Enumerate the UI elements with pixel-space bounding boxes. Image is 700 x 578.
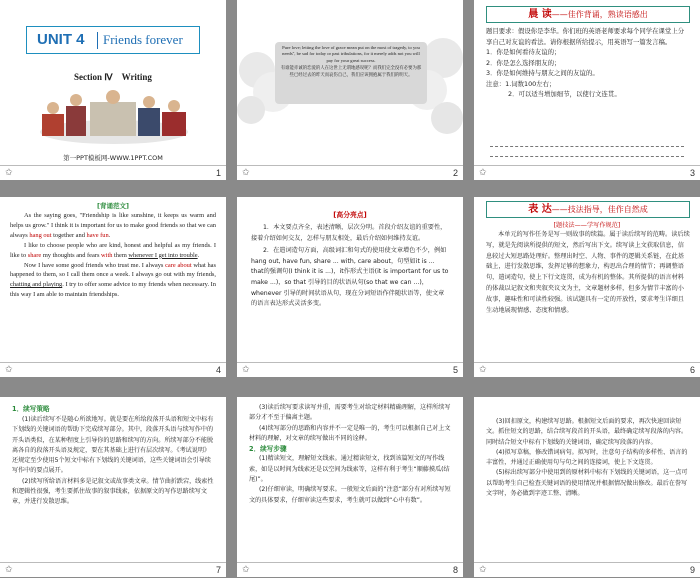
header-caption: 表 达 bbox=[528, 204, 552, 215]
strategy-text: (4)续写部分的思路和内容并不一定是唯一的，考生可以根据自己对上文材料的理解，对文章的续写做出不同的诠释。 bbox=[249, 424, 451, 442]
star-icon: ✩ bbox=[5, 365, 13, 375]
task-item: 3．你是如何维持与朋友之间的友谊的。 bbox=[486, 69, 599, 77]
section-header bbox=[486, 201, 690, 218]
header-subcaption: ——佳作背诵，熟读语感出 bbox=[551, 10, 648, 19]
writing-line bbox=[490, 156, 684, 157]
section-label: Section Ⅳ Writing bbox=[74, 72, 152, 82]
task-text: 题目要求：假设你是李华。你们班的英语老师要求每个同学在课堂上分享自己对友谊的看法。请你根据所给提示，用英语写一篇发言稿。 bbox=[486, 27, 685, 46]
unit-title: Friends forever bbox=[103, 32, 183, 47]
writing-line bbox=[490, 146, 684, 147]
strategy-text: (3)读后续写要求读写并重，需要考生对给定材料精确理解，这样所续写部分才不至于偏离主题。 bbox=[249, 404, 451, 422]
section-heading: 2．续写步骤 bbox=[249, 445, 287, 454]
strategy-text: (2)续写所给语言材料多是记叙文或故事类文章。情节曲折跌宕，线索性和逻辑性很强，考生要抓住故事的叙事线索，依据原文的写作思路续写文章，并进行发散思维。 bbox=[12, 477, 214, 506]
section-heading: 1．续写策略 bbox=[12, 405, 50, 413]
star-icon: ✩ bbox=[242, 565, 250, 575]
step-text: (1)精读短文，理解短文线索。通过精读短文，找到该篇短文的写作线索，如是以时间为线索还是以空间为线索等，这样有利于考生“顺藤摸瓜(结尾)”。 bbox=[249, 455, 450, 484]
quote-box bbox=[275, 42, 427, 104]
step-text: (4)拟写草稿，修改错词病句。拟写时，注意句子结构的多样性、语言的丰富性，并通过正确使用句与句之间的连接词，使上下文连贯。 bbox=[486, 448, 688, 467]
method-text: 本单元的写作任务是写一则故事的续篇。属于读后续写的范畴。读后续写，就是先阅读所提供的短文，然后写出下文。续写读上文获取信息，信息较过大短思路处理好。整理出时空、人物、事件的逻辑关系链，在此基础上，进行发散思维，发挥足够的想象力，构思出合理的情节；再调整语句，遣词造句，使上下行文连贯，成为有机的整体。其所提供的语言材料的体裁以记叙文和夹叙夹议文为主，文章题材多样，但多为情节丰富的小故事，趣味性和可读性较强。该试题具有一定的开放性，要求考生详细且生动地展现情感、态度和情感。 bbox=[486, 231, 690, 314]
section-heading: [高分亮点] bbox=[333, 211, 367, 219]
highlight-point: 2．在遣词造句方面，高级词汇和句式的使用使文章增色不少，例如hang out, have fun, share ... with, care about，句型如it is ... that的强调句(I think it is ...)，it作形式主语(it is important for us to make ...)，so that 引导的目的状语从句(so that we can ...)，whenever 引导的时间状语从句，现在分词短语作伴随状语等，使文章的语言表达形式灵活多变。 bbox=[251, 247, 449, 308]
strategy-text: (1)读后续写不是随心所欲地写。就是要在所给段落开头语和短文中标有下划线的关键词语的帮助下完成续写部分。其中，段落开头语与续写作中的开头语类似，在某种程度上引导你的思路和续写的方向。所续写部分不能脱离各自的段落开头语及规定，要在其基础上进行有层次续写。《考试说明》还规定至少使用5个短文中标有下划线的关键词语，这些关键词语会引导续写作中的要点展开。 bbox=[12, 416, 214, 475]
star-icon: ✩ bbox=[479, 365, 487, 375]
title-banner bbox=[26, 26, 200, 54]
header-caption: 晨 读 bbox=[528, 9, 552, 20]
quote-english: Pure love; letting the love of grace mean put on the most of tragedy, to you needs'', be sad for today or past tribulations, for it merely adds not you will pay for your great success. bbox=[282, 45, 420, 63]
highlight-point: 1．本文要点齐全，表述清晰，层次分明。首段介绍友谊的重要性，接着介绍如何交友，怎样与朋友相处，最后介绍如何维持友谊。 bbox=[251, 224, 447, 242]
slide-number: 8 bbox=[452, 565, 458, 575]
slide-thumbnail-4[interactable] bbox=[0, 197, 226, 377]
slide-number: 7 bbox=[215, 565, 221, 575]
slide-number: 6 bbox=[689, 365, 695, 375]
task-item: 2．你是怎么选择朋友的； bbox=[486, 58, 561, 67]
title-divider bbox=[97, 32, 98, 49]
slide-thumbnail-7[interactable] bbox=[0, 397, 226, 577]
slide-number: 1 bbox=[215, 168, 221, 178]
star-icon: ✩ bbox=[479, 565, 487, 575]
unit-label: UNIT 4 bbox=[37, 31, 85, 48]
slide-thumbnail-5[interactable] bbox=[237, 197, 463, 377]
step-text: (2)仔细审读，明确续写要求。一般短文后面的“注意”部分有对所续写短文的具体要求，仔细审读这些要求，考生就可以做到“心中有数”。 bbox=[249, 486, 451, 504]
star-icon: ✩ bbox=[242, 365, 250, 375]
task-note: 注意：1.词数100左右； bbox=[486, 79, 556, 88]
slide-number: 4 bbox=[215, 365, 221, 375]
step-text: (5)标出续写部分中使用到的原材料中标有下划线的关键词语，这一点可以帮助考生自己检查关键词语的使用情况并根据情况做出修改。最后在誊写文字时，务必做到字迹工整、清晰。 bbox=[486, 469, 688, 498]
slide-thumbnail-9[interactable] bbox=[474, 397, 700, 577]
star-icon: ✩ bbox=[242, 168, 250, 178]
friends-photo bbox=[38, 88, 190, 146]
slide-number: 2 bbox=[452, 168, 458, 178]
star-icon: ✩ bbox=[479, 168, 487, 178]
slide-thumbnail-6[interactable] bbox=[474, 197, 700, 377]
slide-thumbnail-2[interactable] bbox=[237, 0, 463, 180]
section-heading: [背诵范文] bbox=[97, 202, 129, 210]
task-item: 1．你是如何看待友谊的； bbox=[486, 48, 561, 56]
slide-number: 9 bbox=[689, 565, 695, 575]
site-label: 第一PPT模板网-WWW.1PPT.COM bbox=[63, 154, 163, 162]
task-note: 2．可以适当增加细节，以使行文连贯。 bbox=[508, 90, 621, 98]
slide-thumbnail-8[interactable] bbox=[237, 397, 463, 577]
quote-chinese: 有谁能赤诚的恋爱的人在这世上无谓地感叹呢？而我们完全没有必要为那些已经过去的昨天而哀伤自己，我们应该拥抱属于我们的明天。 bbox=[280, 66, 422, 78]
header-subcaption: ——技法指导，佳作自然成 bbox=[551, 205, 648, 214]
slide-number: 5 bbox=[452, 365, 458, 375]
slide-number: 3 bbox=[689, 168, 695, 178]
star-icon: ✩ bbox=[5, 168, 13, 178]
slide-thumbnail-3[interactable] bbox=[474, 0, 700, 180]
step-text: (3)回扣原文，构建续写思路。根据短文后面的要求，再次快速回读短文。抓住短文的思路，结合续写段首的开头语，最终确定续写段落的内容。同时结合短文中标有下划线的关键词语，确定续写段落的内容。 bbox=[486, 418, 688, 446]
section-header bbox=[486, 6, 690, 23]
model-essay: As the saying goes, "Friendship is like sunshine, it keeps us warm and helps us grow." I think it is important for us to make good friends so that we can always hang out together and have fun. I like to choose people who are kind, honest and helpful as my friends. I like to share my thoughts and fears with them whenever I get into trouble. Now I have some good friends who trust me. I always care about what has happened to them, so I call them once a week. I always go out with my friends, chatting and playing. I try to offer some advice to my friends when necessary. In this way I am able to maintain friendships. bbox=[10, 212, 217, 299]
section-heading: [题技法——学写作规范] bbox=[553, 222, 621, 229]
star-icon: ✩ bbox=[5, 565, 13, 575]
slide-thumbnail-1[interactable] bbox=[0, 0, 226, 180]
